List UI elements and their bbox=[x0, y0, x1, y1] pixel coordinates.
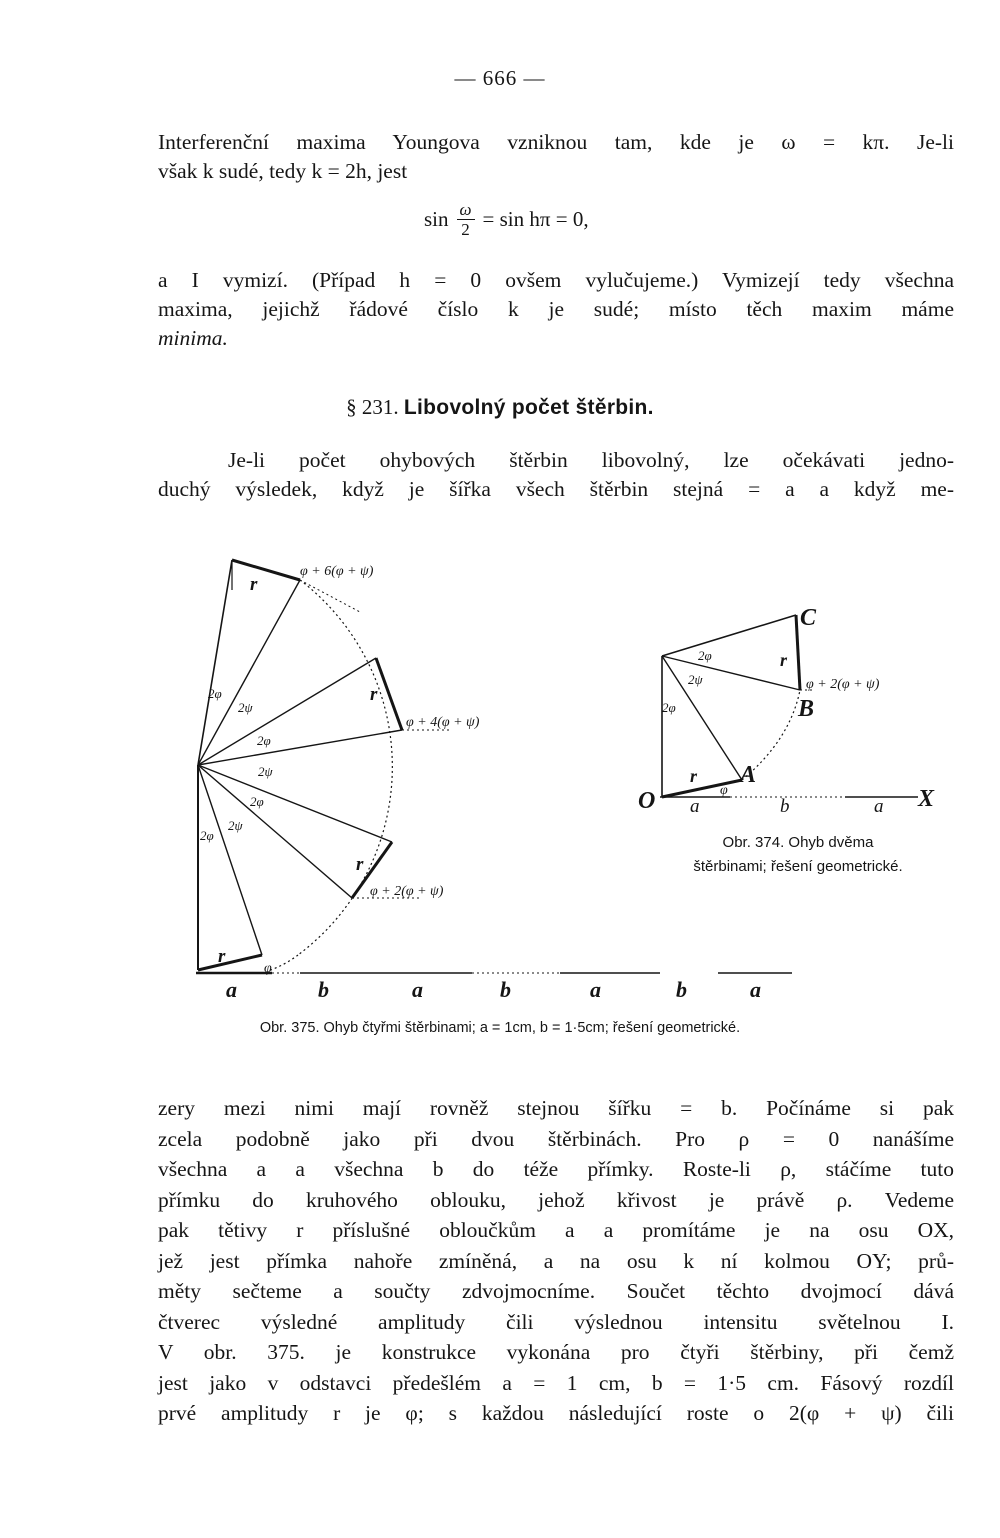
angle-2phi: 2φ bbox=[662, 700, 676, 715]
angle-2psi: 2ψ bbox=[688, 672, 703, 687]
text-line: a I vymizí. (Případ h = 0 ovšem vylučujeme.) Vymizejí tedy všechna bbox=[158, 268, 954, 292]
axis-label: a bbox=[412, 977, 423, 1002]
chord-label: r bbox=[690, 766, 698, 786]
text-line: minima. bbox=[158, 326, 228, 350]
figure-374 bbox=[660, 615, 918, 797]
text-line: zery mezi nimi mají rovněž stejnou šířku = b. Počínáme si pak bbox=[158, 1096, 954, 1120]
chord-r bbox=[376, 658, 402, 730]
figure-375-chords bbox=[218, 574, 378, 967]
text-line: zcela podobně jako při dvou štěrbinách. Pro ρ = 0 nanášíme bbox=[158, 1126, 954, 1151]
figure-374-caption bbox=[638, 831, 958, 879]
chord-r bbox=[198, 955, 262, 970]
text-line: přímku do kruhového oblouku, jehož křivost je právě ρ. Vedeme bbox=[158, 1187, 954, 1212]
point-label-C: C bbox=[800, 605, 817, 631]
radius-line bbox=[198, 730, 402, 765]
angle-2phi: 2φ bbox=[200, 828, 214, 843]
text-line: Interferenční maxima Youngova vzniknou tam, kde je ω = kπ. Je-li bbox=[158, 130, 954, 154]
equation-rhs: = sin hπ = 0, bbox=[482, 207, 589, 231]
section-title: Libovolný počet štěrbin. bbox=[403, 396, 654, 419]
text-line: jest jako v odstavci předešlém a = 1 cm, b = 1·5 cm. Fásový rozdíl bbox=[158, 1370, 954, 1395]
section-number: § 231. bbox=[346, 395, 399, 419]
caption-line: štěrbinami; řešení geometrické. bbox=[693, 858, 903, 875]
page-number: — 666 — bbox=[454, 66, 546, 90]
fraction-denominator: 2 bbox=[461, 220, 470, 239]
axis-label: b bbox=[318, 977, 329, 1002]
figure-375-caption: Obr. 375. Ohyb čtyřmi štěrbinami; a = 1cm, b = 1·5cm; řešení geometrické. bbox=[259, 1020, 741, 1036]
equation-sin: sin bbox=[424, 207, 449, 231]
angle-2phi: 2φ bbox=[698, 648, 712, 663]
axis-label: b bbox=[780, 796, 790, 817]
text-line: Je-li počet ohybových štěrbin libovolný, lze očekávati jedno- bbox=[228, 448, 954, 472]
radius-line bbox=[662, 615, 796, 656]
angle-label: φ + 4(φ + ψ) bbox=[406, 715, 480, 730]
text-line: pak tětivy r příslušné obloučkům a a promítáme je na osu OX, bbox=[158, 1218, 954, 1242]
point-label-O: O bbox=[638, 788, 656, 814]
axis-label: a bbox=[750, 977, 761, 1002]
figure-375-axis-labels bbox=[226, 977, 761, 1002]
chord-r bbox=[662, 780, 742, 797]
chord-label: r bbox=[218, 946, 226, 967]
figure-374-labels bbox=[638, 605, 935, 817]
axis-label: b bbox=[676, 977, 687, 1002]
point-label-X: X bbox=[918, 786, 935, 812]
figure-375-angles bbox=[200, 686, 274, 843]
angle-2phi: 2φ bbox=[250, 794, 264, 809]
angle-label: φ + 2(φ + ψ) bbox=[806, 677, 880, 692]
angle-label: φ + 6(φ + ψ) bbox=[300, 564, 374, 579]
text-line: prvé amplitudy r je φ; s každou následující roste o 2(φ + ψ) čili bbox=[158, 1401, 954, 1425]
axis-label: b bbox=[500, 977, 511, 1002]
axis-label: a bbox=[590, 977, 601, 1002]
angle-label: φ bbox=[264, 961, 272, 976]
text-line: jež jest přímka nahoře zmíněná, a na osu k ní kolmou OY; prů- bbox=[158, 1248, 954, 1273]
text-line: duchý výsledek, když je šířka všech štěrbin stejná = a a když me- bbox=[158, 477, 954, 501]
text-line: však k sudé, tedy k = 2h, jest bbox=[158, 159, 408, 183]
text-line: maxima, jejichž řádové číslo k je sudé; místo těch maxim máme bbox=[158, 297, 954, 321]
caption-line: Obr. 374. Ohyb dvěma bbox=[722, 834, 874, 851]
angle-2psi: 2ψ bbox=[228, 818, 243, 833]
angle-label: φ + 2(φ + ψ) bbox=[370, 884, 444, 899]
body-paragraph bbox=[158, 1093, 954, 1429]
chord-label: r bbox=[780, 650, 788, 670]
angle-2psi: 2ψ bbox=[238, 700, 253, 715]
fraction-numerator: ω bbox=[457, 200, 475, 220]
chord-label: r bbox=[356, 854, 364, 875]
text-line: měty sečteme a součty zdvojmocníme. Součet těchto dvojmocí dává bbox=[158, 1279, 954, 1303]
axis-label: a bbox=[874, 796, 884, 817]
chord-label: r bbox=[250, 574, 258, 595]
text-line: čtverec výsledné amplitudy čili výslednou intensitu světelnou I. bbox=[158, 1309, 954, 1334]
point-label-B: B bbox=[798, 696, 815, 722]
angle-label: φ bbox=[720, 783, 728, 798]
dotted-arc bbox=[268, 955, 298, 971]
text-line: všechna a a všechna b do téže přímky. Roste-li ρ, stáčíme tuto bbox=[158, 1157, 954, 1181]
axis-label: a bbox=[690, 796, 700, 817]
chord-r bbox=[232, 560, 300, 580]
angle-2psi: 2ψ bbox=[258, 764, 273, 779]
radius-line bbox=[198, 658, 376, 765]
axis-label: a bbox=[226, 977, 237, 1002]
figure-375-labels bbox=[264, 564, 480, 976]
angle-2phi: 2φ bbox=[257, 733, 271, 748]
angle-2phi: 2φ bbox=[208, 686, 222, 701]
text-line: V obr. 375. je konstrukce vykonána pro čtyři štěrbiny, při čemž bbox=[158, 1340, 954, 1364]
figure-375 bbox=[196, 560, 792, 973]
chord-label: r bbox=[370, 684, 378, 705]
point-label-A: A bbox=[740, 762, 757, 788]
